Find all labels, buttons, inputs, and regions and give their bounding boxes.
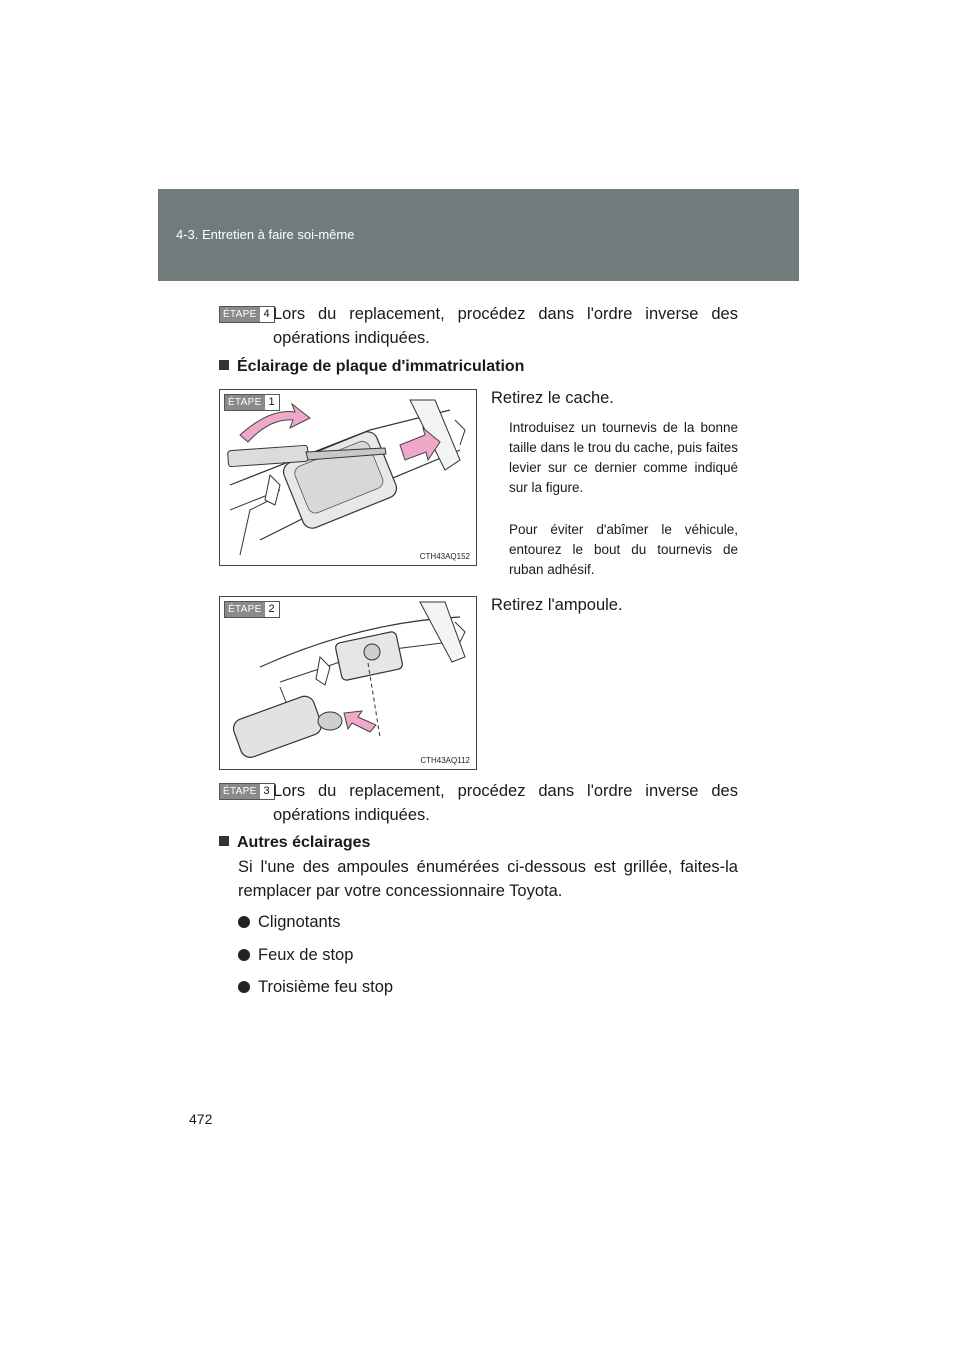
remove-bulb-illustration xyxy=(220,597,476,769)
list-item: Feux de stop xyxy=(238,944,353,966)
step3-text: Lors du replacement, procédez dans l'ordre inverse des opérations indiquées. xyxy=(273,782,738,824)
figure-code: CTH43AQ152 xyxy=(419,552,470,561)
header-band xyxy=(158,189,799,281)
figure-step1 xyxy=(219,389,477,566)
step-badge-3: ÉTAPE 3 xyxy=(219,783,275,800)
bullet-dot-icon xyxy=(238,949,250,961)
step-badge-1: ÉTAPE 1 xyxy=(224,394,280,411)
step1-note-2: Pour éviter d'abîmer le véhicule, entourez le bout du tournevis de ruban adhésif. xyxy=(509,522,738,577)
step4-text: Lors du replacement, procédez dans l'ordre inverse des opérations indiquées. xyxy=(273,305,738,347)
list-item: Clignotants xyxy=(238,911,341,933)
step-badge-2: ÉTAPE 2 xyxy=(224,601,280,618)
section-heading-other: Autres éclairages xyxy=(219,832,370,854)
bullet-dot-icon xyxy=(238,981,250,993)
step1-note-1: Introduisez un tournevis de la bonne taille dans le trou du cache, puis faites levier sur ce dernier comme indiqué sur la figure. xyxy=(509,420,738,495)
section-title: 4-3. Entretien à faire soi-même xyxy=(176,227,355,242)
step1-main-text: Retirez le cache. xyxy=(491,389,614,407)
section-heading-plate: Éclairage de plaque d'immatriculation xyxy=(219,356,524,378)
step-number: 4 xyxy=(263,308,270,320)
figure-step2 xyxy=(219,596,477,770)
step2-main-text: Retirez l'ampoule. xyxy=(491,596,623,614)
bullet-dot-icon xyxy=(238,916,250,928)
figure-code: CTH43AQ112 xyxy=(420,756,470,765)
remove-cover-illustration xyxy=(220,390,476,565)
etape-word: ÉTAPE xyxy=(220,307,260,322)
list-item: Troisième feu stop xyxy=(238,976,393,998)
square-bullet-icon xyxy=(219,360,229,370)
page-number: 472 xyxy=(189,1111,213,1127)
other-intro-text: Si l'une des ampoules énumérées ci-dessous est grillée, faites-la remplacer par votre concessionnaire Toyota. xyxy=(238,858,738,900)
square-bullet-icon xyxy=(219,836,229,846)
step-badge-4 xyxy=(219,306,275,323)
